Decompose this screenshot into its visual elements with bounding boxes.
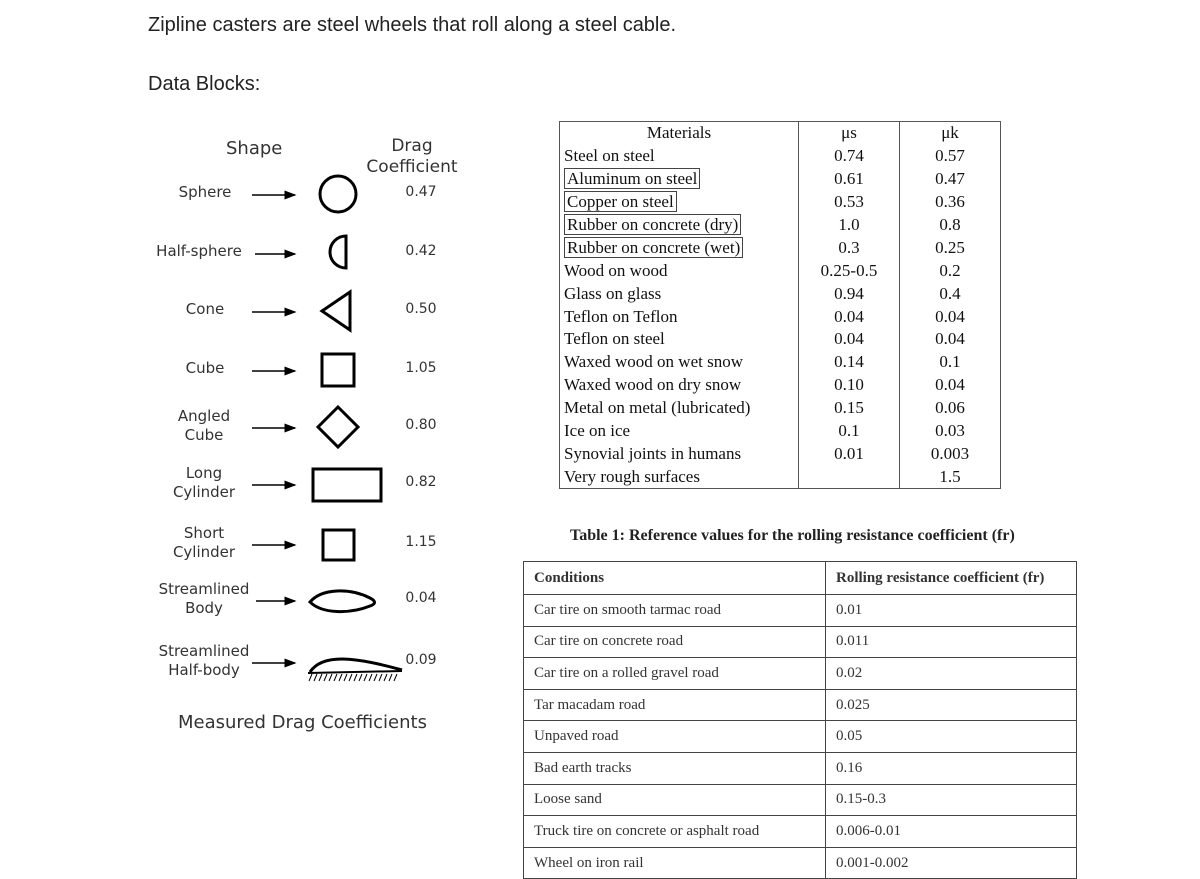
friction-row: [560, 351, 1001, 374]
hatch-line: [379, 674, 382, 681]
rolling-row: [524, 689, 1077, 721]
coefficient-cell: 0.05: [826, 721, 1077, 753]
rolling-table-body: [524, 562, 1077, 879]
angled-cube-icon: [318, 407, 358, 447]
hatch-line: [329, 674, 332, 681]
material-cell: Wood on wood: [560, 259, 799, 282]
mu-s-cell: 0.61: [799, 168, 900, 191]
drag-value-short-cylinder: 1.15: [405, 534, 437, 550]
shape-name-line1: Half-sphere: [156, 242, 242, 260]
material-cell: Ice on ice: [560, 420, 799, 443]
mu-k-cell: 0.03: [900, 420, 1001, 443]
friction-row: [560, 374, 1001, 397]
mu-s-cell: 0.04: [799, 305, 900, 328]
shape-name-line2: Cylinder: [172, 483, 236, 501]
friction-header-0: Materials: [560, 122, 799, 145]
drag-figure-caption: Measured Drag Coefficients: [178, 712, 427, 733]
shape-name-line1: Streamlined: [158, 642, 250, 660]
shape-name-line2: Body: [185, 599, 223, 617]
drag-value-long-cylinder: 0.82: [405, 474, 437, 490]
mu-k-cell: 0.04: [900, 328, 1001, 351]
coefficient-cell: 0.001-0.002: [826, 847, 1077, 879]
mu-s-cell: 0.53: [799, 191, 900, 214]
rolling-header-row: [524, 562, 1077, 595]
shape-name-line1: Long: [185, 464, 223, 482]
condition-cell: Loose sand: [524, 784, 826, 816]
coefficient-cell: 0.025: [826, 689, 1077, 721]
coefficient-cell: 0.02: [826, 658, 1077, 690]
friction-row: [560, 442, 1001, 465]
rolling-row: [524, 752, 1077, 784]
half-sphere-icon: [330, 236, 346, 268]
mu-k-cell: 0.8: [900, 214, 1001, 237]
intro-text: Zipline casters are steel wheels that roll along a steel cable.: [148, 14, 677, 36]
mu-s-cell: 0.14: [799, 351, 900, 374]
shape-name-line2: Cube: [184, 426, 224, 444]
condition-cell: Car tire on a rolled gravel road: [524, 658, 826, 690]
rolling-row: [524, 721, 1077, 753]
friction-row: [560, 214, 1001, 237]
streamlined-half-body-outline: [310, 659, 402, 672]
drag-shapes-drawing: [0, 0, 480, 720]
coefficient-cell: 0.01: [826, 595, 1077, 627]
friction-row: [560, 305, 1001, 328]
drag-value-streamlined-half-body: 0.09: [405, 652, 437, 668]
hatch-line: [384, 674, 387, 681]
condition-cell: Bad earth tracks: [524, 752, 826, 784]
mu-k-cell: 0.003: [900, 442, 1001, 465]
rolling-row: [524, 847, 1077, 879]
streamlined-half-body-icon: [308, 659, 402, 681]
rolling-row: [524, 784, 1077, 816]
material-label: Copper on steel: [564, 191, 677, 212]
hatch-line: [389, 674, 392, 681]
mu-s-cell: 0.25-0.5: [799, 259, 900, 282]
material-cell: Synovial joints in humans: [560, 442, 799, 465]
mu-k-cell: 0.04: [900, 374, 1001, 397]
condition-cell: Car tire on smooth tarmac road: [524, 595, 826, 627]
material-label: Aluminum on steel: [564, 168, 700, 189]
shape-name-line2: Half-body: [168, 661, 240, 679]
mu-s-cell: 1.0: [799, 214, 900, 237]
rolling-table-caption: [570, 527, 1015, 545]
drag-value-streamlined-body: 0.04: [405, 590, 437, 606]
friction-header-1: μs: [799, 122, 900, 145]
friction-coefficient-table: [559, 121, 1001, 489]
hatch-line: [309, 674, 312, 681]
rolling-header-1: Rolling resistance coefficient (fr): [826, 562, 1077, 595]
mu-s-cell: 0.94: [799, 282, 900, 305]
mu-k-cell: 0.57: [900, 145, 1001, 168]
long-cylinder-icon: [313, 469, 381, 501]
streamlined-half-body-base: [308, 671, 402, 673]
mu-s-cell: 0.15: [799, 397, 900, 420]
coefficient-cell: 0.15-0.3: [826, 784, 1077, 816]
shape-column-header: Shape: [226, 138, 283, 159]
drag-value-cone: 0.50: [405, 301, 437, 317]
rolling-row: [524, 658, 1077, 690]
rolling-row: [524, 595, 1077, 627]
hatch-line: [349, 674, 352, 681]
mu-s-cell: 0.3: [799, 236, 900, 259]
material-cell: [560, 214, 799, 237]
friction-header-2: μk: [900, 122, 1001, 145]
friction-row: [560, 191, 1001, 214]
mu-k-cell: 0.04: [900, 305, 1001, 328]
coefficient-cell: 0.006-0.01: [826, 816, 1077, 848]
material-cell: Waxed wood on dry snow: [560, 374, 799, 397]
material-cell: Teflon on Teflon: [560, 305, 799, 328]
hatch-line: [369, 674, 372, 681]
mu-k-cell: 1.5: [900, 465, 1001, 488]
hatch-line: [374, 674, 377, 681]
material-cell: [560, 191, 799, 214]
friction-row: [560, 236, 1001, 259]
friction-row: [560, 328, 1001, 351]
drag-shapes: [308, 176, 402, 681]
friction-row: [560, 168, 1001, 191]
condition-cell: Wheel on iron rail: [524, 847, 826, 879]
coefficient-cell: 0.16: [826, 752, 1077, 784]
sphere-icon: [320, 176, 356, 212]
mu-k-cell: 0.06: [900, 397, 1001, 420]
material-cell: [560, 236, 799, 259]
shape-name-line2: Cylinder: [172, 543, 236, 561]
rolling-header-0: Conditions: [524, 562, 826, 595]
hatch-line: [344, 674, 347, 681]
drag-arrows: [252, 195, 295, 663]
hatch-line: [364, 674, 367, 681]
mu-s-cell: 0.04: [799, 328, 900, 351]
friction-row: [560, 282, 1001, 305]
coefficient-cell: 0.011: [826, 626, 1077, 658]
drag-header-line1: Drag: [391, 136, 433, 156]
shape-name-line1: Streamlined: [158, 580, 250, 598]
hatch-line: [354, 674, 357, 681]
short-cylinder-icon: [323, 530, 354, 560]
shape-name-line1: Angled: [177, 407, 231, 425]
material-label: Rubber on concrete (dry): [564, 214, 741, 235]
mu-k-cell: 0.25: [900, 236, 1001, 259]
mu-k-cell: 0.4: [900, 282, 1001, 305]
data-blocks-label: Data Blocks:: [148, 73, 261, 95]
drag-value-sphere: 0.47: [405, 184, 437, 200]
cube-icon: [322, 354, 354, 386]
shape-name-line1: Short: [183, 524, 225, 542]
friction-row: [560, 420, 1001, 443]
rolling-caption-text: Table 1: Reference values for the rolling resistance coefficient (fr): [570, 527, 1015, 544]
friction-row: [560, 145, 1001, 168]
condition-cell: Tar macadam road: [524, 689, 826, 721]
friction-row: [560, 259, 1001, 282]
condition-cell: Car tire on concrete road: [524, 626, 826, 658]
material-cell: [560, 168, 799, 191]
mu-s-cell: 0.74: [799, 145, 900, 168]
mu-k-cell: 0.47: [900, 168, 1001, 191]
hatch-line: [314, 674, 317, 681]
drag-value-angled-cube: 0.80: [405, 417, 437, 433]
shape-name-line1: Cube: [185, 359, 225, 377]
streamlined-body-icon: [310, 591, 375, 612]
material-cell: Glass on glass: [560, 282, 799, 305]
hatch-line: [324, 674, 327, 681]
hatch-line: [334, 674, 337, 681]
mu-k-cell: 0.2: [900, 259, 1001, 282]
friction-header-row: [560, 122, 1001, 145]
material-label: Rubber on concrete (wet): [564, 237, 743, 258]
material-cell: Very rough surfaces: [560, 465, 799, 488]
material-cell: Teflon on steel: [560, 328, 799, 351]
cone-icon: [322, 292, 350, 330]
rolling-row: [524, 816, 1077, 848]
mu-s-cell: 0.10: [799, 374, 900, 397]
rolling-row: [524, 626, 1077, 658]
mu-s-cell: 0.1: [799, 420, 900, 443]
hatch-line: [359, 674, 362, 681]
drag-value-cube: 1.05: [405, 360, 437, 376]
hatch-line: [394, 674, 397, 681]
drag-value-half-sphere: 0.42: [405, 243, 437, 259]
friction-table-body: [560, 122, 1001, 489]
friction-row: [560, 397, 1001, 420]
mu-k-cell: 0.1: [900, 351, 1001, 374]
drag-header-line2: Coefficient: [366, 157, 458, 177]
condition-cell: Unpaved road: [524, 721, 826, 753]
shape-name-line1: Sphere: [178, 183, 232, 201]
material-cell: Waxed wood on wet snow: [560, 351, 799, 374]
hatch-line: [319, 674, 322, 681]
mu-s-cell: 0.01: [799, 442, 900, 465]
friction-row: [560, 465, 1001, 488]
condition-cell: Truck tire on concrete or asphalt road: [524, 816, 826, 848]
hatch-line: [339, 674, 342, 681]
mu-k-cell: 0.36: [900, 191, 1001, 214]
rolling-resistance-table: [523, 561, 1077, 879]
material-cell: Steel on steel: [560, 145, 799, 168]
mu-s-cell: [799, 465, 900, 488]
material-cell: Metal on metal (lubricated): [560, 397, 799, 420]
shape-name-line1: Cone: [185, 300, 225, 318]
